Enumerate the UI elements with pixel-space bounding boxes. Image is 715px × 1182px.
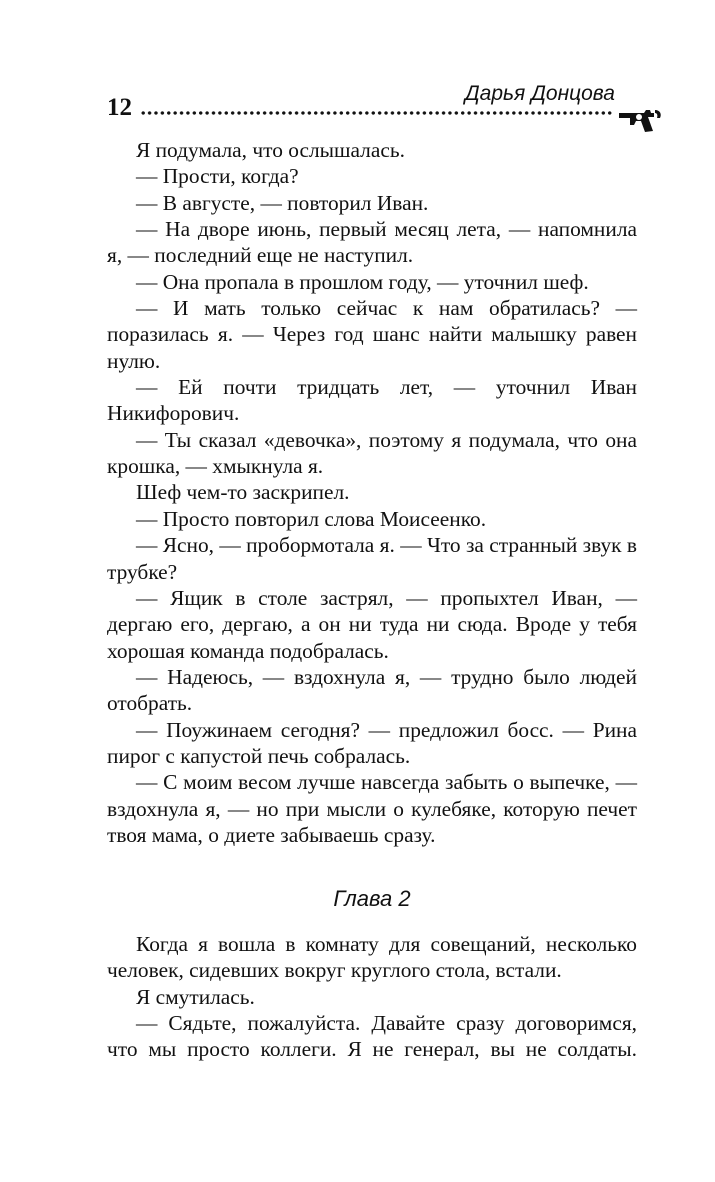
paragraph: Когда я вошла в комнату для совещаний, несколько человек, сидевших вокруг круглого стола, встали. xyxy=(107,932,637,983)
paragraph: — Прости, когда? xyxy=(136,164,299,189)
page-header xyxy=(0,0,715,140)
chapter-title: Глава 2 xyxy=(333,886,411,911)
dot-leader xyxy=(140,110,612,116)
chapter-text xyxy=(107,931,637,1063)
paragraph: Я смутилась. xyxy=(136,984,255,1009)
paragraph: — В августе, — повторил Иван. xyxy=(136,190,429,215)
paragraph: Шеф чем-то заскрипел. xyxy=(136,480,350,505)
paragraph: — На дворе июнь, первый месяц лета, — напомнила я, — последний еще не наступил. xyxy=(107,217,637,268)
paragraph: — Надеюсь, — вздохнула я, — трудно было людей отобрать. xyxy=(107,664,637,716)
main-text xyxy=(107,137,637,848)
paragraph: — Поужинаем сегодня? — предложил босс. — Рина пирог с капустой печь собралась. xyxy=(107,717,637,768)
paragraph: Я подумала, что ослышалась. xyxy=(136,138,405,162)
paragraph: — С моим весом лучше навсегда забыть о выпечке, — вздохнула я, — но при мысли о кулебяке, которую печет твоя мама, о диете забываешь сразу. xyxy=(107,770,637,847)
paragraph: — И мать только сейчас к нам обратилась? — поразилась я. — Через год шанс найти малышку равен нулю. xyxy=(107,296,637,373)
page-number: 12 xyxy=(107,94,132,121)
paragraph: — Сядьте, пожалуйста. Давайте сразу договоримся, что мы просто коллеги. Я не генерал, вы не солдаты. xyxy=(107,1011,637,1062)
paragraph: — Ты сказал «девочка», поэтому я подумала, что она крошка, — хмыкнула я. xyxy=(107,427,637,479)
paragraph: — Ясно, — пробормотала я. — Что за странный звук в трубке? xyxy=(107,533,637,584)
revolver-icon xyxy=(617,104,663,134)
paragraph: — Ящик в столе застрял, — пропыхтел Иван, — дергаю его, дергаю, а он ни туда ни сюда. Вроде у тебя хорошая команда подобралась. xyxy=(107,585,637,663)
paragraph: — Она пропала в прошлом году, — уточнил шеф. xyxy=(136,269,589,294)
running-head-author: Дарья Донцова xyxy=(464,82,615,105)
paragraph: — Просто повторил слова Моисеенко. xyxy=(136,506,487,531)
paragraph: — Ей почти тридцать лет, — уточнил Иван Никифорович. xyxy=(107,375,637,426)
